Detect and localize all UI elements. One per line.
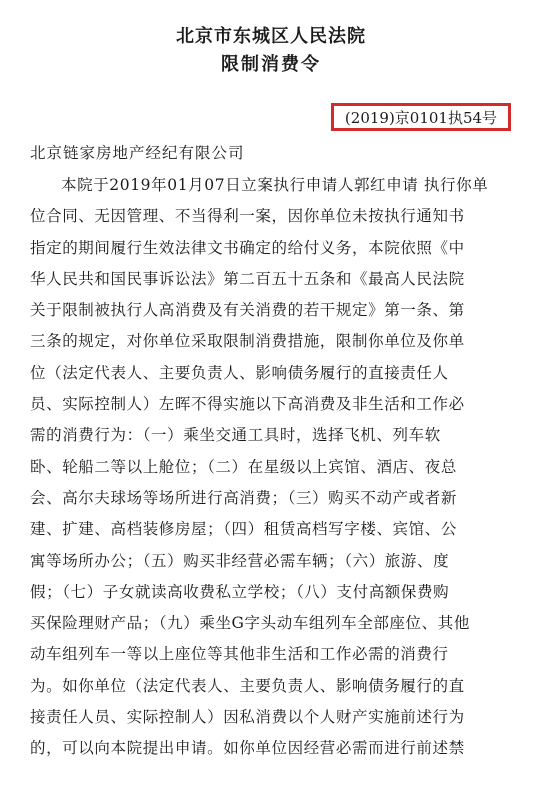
body-text	[30, 170, 520, 765]
body-line: 的，可以向本院提出申请。如你单位因经营必需而进行前述禁	[30, 739, 465, 758]
addressee: 北京链家房地产经纪有限公司	[30, 144, 245, 162]
body-line: 接责任人员、实际控制人）因私消费以个人财产实施前述行为	[30, 708, 465, 727]
body-line: 位（法定代表人、主要负责人、影响债务履行的直接责任人	[30, 363, 449, 382]
body-line: 寓等场所办公；（五）购买非经营必需车辆；（六）旅游、度	[30, 551, 450, 570]
body-line: 为。如你单位（法定代表人、主要负责人、影响债务履行的直	[30, 676, 465, 695]
body-line: 需的消费行为：（一）乘坐交通工具时，选择飞机、列车软	[30, 426, 441, 445]
court-name: 北京市东城区人民法院	[176, 26, 366, 47]
body-line: 位合同、无因管理、不当得利一案，因你单位未按执行通知书	[30, 207, 465, 226]
body-line: 动车组列车一等以上座位等其他非生活和工作必需的消费行	[30, 645, 449, 664]
body-line: 三条的规定，对你单位采取限制消费措施，限制你单位及你单	[30, 332, 465, 351]
case-number-highlight-box	[331, 103, 511, 131]
body-line: 卧、轮船二等以上舱位；（二）在星级以上宾馆、酒店、夜总	[30, 457, 457, 476]
body-line: 买保险理财产品；（九）乘坐G字头动车组列车全部座位、其他	[30, 614, 470, 633]
document-title: 限制消费令	[221, 54, 321, 75]
body-line: 关于限制被执行人高消费及有关消费的若干规定》第一条、第	[30, 301, 465, 320]
body-line: 会、高尔夫球场等场所进行高消费；（三）购买不动产或者新	[30, 488, 457, 507]
body-line: 员、实际控制人）左晖不得实施以下高消费及非生活和工作必	[30, 395, 465, 414]
body-line: 建、扩建、高档装修房屋；（四）租赁高档写字楼、宾馆、公	[30, 520, 457, 539]
body-line: 假；（七）子女就读高收费私立学校；（八）支付高额保费购	[30, 582, 450, 601]
body-line: 华人民共和国民事诉讼法》第二百五十五条和《最高人民法院	[30, 269, 465, 288]
body-line: 本院于2019年01月07日立案执行申请人郭红申请 执行你单	[61, 176, 489, 194]
body-line: 指定的期间履行生效法律文书确定的给付义务，本院依照《中	[30, 238, 465, 257]
case-number: (2019)京0101执54号	[344, 108, 498, 127]
